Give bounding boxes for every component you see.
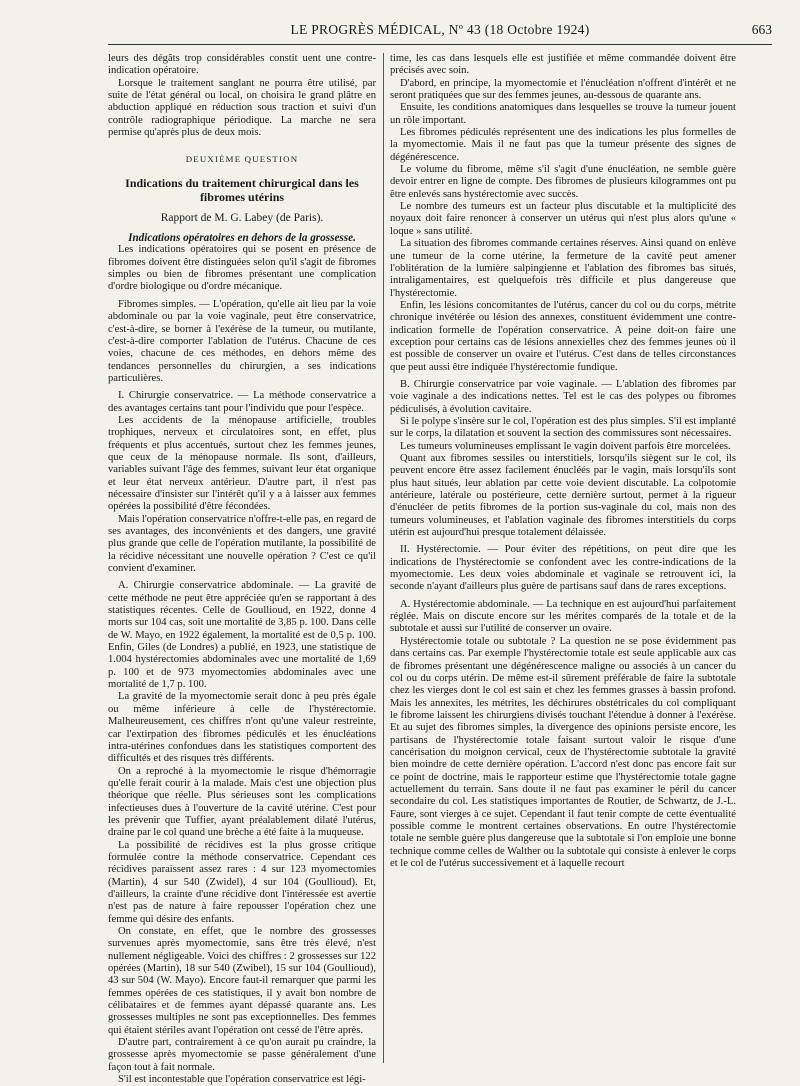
intro-paragraph: Lorsque le traitement sanglant ne pourra être utilisé, par suite de l'état général ou local, on choisira le grand plâtre en abduction appliqué en réduction sous traction et suivi d'un contrôle radiographique périodique. La marche ne sera permise qu'après plus de deux mois. (108, 77, 376, 139)
body-paragraph: Si le polype s'insère sur le col, l'opération est des plus simples. S'il est implanté sur le corps, la dilatation et souvent la section des commissures sont nécessaires. (390, 415, 736, 440)
body-paragraph: B. Chirurgie conservatrice par voie vaginale. — L'ablation des fibromes par voie vaginale a des indications nettes. Tel est le cas des polypes ou fibromes pédiculisés, à évolution cavitaire. (390, 378, 736, 415)
body-paragraph: La gravité de la myomectomie serait donc à peu près égale ou même inférieure à celle de l'hystérectomie. Malheureusement, ces chiffres n'ont qu'une valeur restreinte, car l'extirpation des fibromes pédiculés et les énucléations intra-utérines confondues dans les statistiques comportent des difficultés et des risques très différents. (108, 691, 376, 765)
body-paragraph: On a reproché à la myomectomie le risque d'hémorragie qu'elle ferait courir à la malade. Mais c'est une objection plus théorique que réelle. Plus sérieuses sont les complications infectieuses dues à l'ouverture de la cavité utérine. C'est pour les prévenir que Tuffier, ayant préalablement dilaté l'utérus, draine par le col quand une brèche a été faite à la muqueuse. (108, 765, 376, 839)
body-paragraph: Le volume du fibrome, même s'il s'agit d'une énucléation, ne semble guère devoir entrer en ligne de compte. Des fibromes de plusieurs kilogrammes ont pu être enlevés sans hystérectomie avec succès. (390, 164, 736, 200)
report-author: Rapport de M. G. Labey (de Paris). (160, 211, 324, 224)
right-column (390, 53, 736, 1068)
body-paragraph: Les indications opératoires qui se posent en présence de fibromes doivent être distinguées selon qu'il s'agit de fibromes simples ou bien de fibromes présentant une complication d'ordre biologique ou d'ordre mécanique. (108, 244, 376, 293)
body-paragraph: La possibilité de récidives est la plus grosse critique formulée contre la méthode conservatrice. Cependant ces récidives paraissent assez rares : 4 sur 123 myomectomies (Martin), 4 sur 540 (Zwidel), 4 sur 104 (Goullioud). Et, d'ailleurs, la crainte d'une récidive dont l'intéressée est avertie n'est pas de nature à faire repousser l'opération chez une femme qui désire des enfants. (108, 839, 376, 925)
column-divider (383, 53, 384, 1063)
journal-title: LE PROGRÈS MÉDICAL, Nº 43 (18 Octobre 1924) (290, 22, 590, 37)
page-number: 663 (751, 22, 772, 37)
question-heading: DEUXIÈME QUESTION (185, 154, 299, 165)
section-title: Indications du traitement chirurgical dans les fibromes utérins (125, 175, 359, 204)
body-paragraph: A. Hystérectomie abdominale. — La technique en est aujourd'hui parfaitement réglée. Mais on discute encore sur les mérites comparés de la totale et de la subtotale et aussi sur l'utilité de conserver un ovaire. (390, 598, 736, 635)
body-paragraph: Ensuite, les conditions anatomiques dans lesquelles se trouve la tumeur jouent un rôle important. (390, 102, 736, 126)
body-paragraph: Enfin, les lésions concomitantes de l'utérus, cancer du col ou du corps, métrite chronique invétérée ou lésion des annexes, constituent évidemment une contre-indication formelle de l'opération conservatrice. A peine doit-on faire une exception pour certains cas de lésions annexielles chez des femmes jeunes où il est possible de conserver un ovaire et l'utérus. C'est dans de telles circonstances que peut aussi être indiquée l'hystérectomie fundique. (390, 299, 736, 373)
body-paragraph: Hystérectomie totale ou subtotale ? La question ne se pose évidemment pas dans certains cas. Par exemple l'hystérectomie totale est seule applicable aux cas de fibromes présentant une dégénérescence maligne ou associés à un cancer du col ou du corps utérin. De même est-il sûrement préférable de faire la subtotale chez les vierges dont le col est sain et chez les femmes grasses à bassin profond. Mais les annexites, les métrites, les déchirures obstétricales du col compliquant le fibrome laissent les chirurgiens divisés touchant l'étendue à donner à l'exérèse. Et au sujet des fibromes simples, la divergence des opinions persiste encore, les partisans de l'hystérectomie totale faisant surtout valoir le risque d'une cancérisation du moignon cervical, ceux de l'hystérectomie subtotale la gravité bien moindre de cette dernière opération. L'accord n'est donc pas encore fait sur ce point de doctrine, mais le rapporteur estime que l'hystérectomie totale gagne actuellement du terrain. Sans doute il ne faut pas examiner le péril du cancer secondaire du col. Les statistiques importantes de Routier, de Schwartz, de J.-L. Faure, sont vierges à ce sujet. Cependant il faut tenir compte de cette éventualité possible comme le montrent certaines observations. En outre l'hystérectomie totale ne semble guère plus dangereuse que la subtotale si l'on emploie une bonne technique comme celles de Walther ou la subtotale qui consiste à enlever le corps et le col de l'utérus successivement et à laquelle recourt (390, 635, 736, 869)
body-paragraph: Les fibromes pédiculés représentent une des indications les plus formelles de la myomectomie. Mais il ne faut pas que la tumeur présente des signes de dégénérescence. (390, 127, 736, 163)
left-column (108, 53, 376, 1086)
body-paragraph: D'abord, en principe, la myomectomie et l'énucléation n'offrent d'intérêt et ne seront pratiquées que sur des femmes jeunes, au-dessous de quarante ans. (390, 77, 736, 102)
page-header (108, 22, 772, 45)
body-paragraph: D'autre part, contrairement à ce qu'on aurait pu craindre, la grossesse après myomectomie se passe généralement d'une façon tout à fait normale. (108, 1037, 376, 1073)
body-paragraph: S'il est incontestable que l'opération conservatrice est légi- (118, 1074, 366, 1086)
body-paragraph: II. Hystérectomie. — Pour éviter des répétitions, on peut dire que les indications de l'hystérectomie se confondent avec les contre-indications de la myomectomie. Les deux voies abdominale et vaginale se retrouvent ici, la seconde n'ayant d'ailleurs plus guère de partisans sauf dans de rares exceptions. (390, 544, 736, 593)
body-paragraph: On constate, en effet, que le nombre des grossesses survenues après myomectomie, sans être très élevé, n'est nullement négligeable. Voici des chiffres : 2 grossesses sur 122 opérées (Martin), 18 sur 540 (Zwibel), 15 sur 104 (Goullioud), 43 sur 504 (W. Mayo). Encore faut-il remarquer que parmi les femmes opérées de ces statistiques, il y avait bon nombre de célibataires et de femmes ayant dépassé quarante ans. Les grossesses multiples ne sont pas exceptionnelles. Des femmes qui étaient stériles avant l'opération ont cessé de l'être après. (108, 926, 376, 1036)
body-paragraph: Fibromes simples. — L'opération, qu'elle ait lieu par la voie abdominale ou par la voie vaginale, peut être conservatrice, c'est-à-dire, se borner à l'exérèse de la tumeur, ou mutilante, c'est-à-dire comporter l'ablation de l'utérus. Chacune de ces voies, chacune de ces méthodes, en dehors même des tendances personnelles du chirurgien, a ses indications particulières. (108, 298, 376, 384)
body-paragraph: La situation des fibromes commande certaines réserves. Ainsi quand on enlève une tumeur de la corne utérine, la fermeture de la cavité peut amener l'oblitération de la lumière salpingienne et l'ablation des fibromes bas situés, intraligamentaires, est quelquefois très difficile et plus dangereuse que l'hystérectomie. (390, 238, 736, 299)
body-paragraph: time, les cas dans lesquels elle est justifiée et même commandée doivent être précisés avec soin. (390, 53, 736, 77)
body-paragraph: Les accidents de la ménopause artificielle, troubles trophiques, nerveux et circulatoires sont, en effet, plus fréquents et plus accentués, surtout chez les femmes jeunes, que ceux de la ménopause normale. Ils sont, d'ailleurs, variables suivant l'âge des femmes, suivant leur état organique et leur état nerveux antérieur. D'autre part, il n'est pas nécessaire d'insister sur l'intérêt qu'il y a à laisser aux femmes opérées la possibilité d'être fécondées. (108, 414, 376, 513)
body-paragraph: A. Chirurgie conservatrice abdominale. — La gravité de cette méthode ne peut être appréciée qu'en se rapportant à des statistiques récentes. Celle de Goullioud, en 1922, donne 4 morts sur 104 cas, soit une mortalité de 3,85 p. 100. Dans celle de W. Mayo, en 1922 également, la mortalité est de 0,5 p. 100. Enfin, Giles (de Londres) a publié, en 1923, une statistique de 1.004 hystérectomies abdominales avec une mortalité de 1,69 p. 100 et de 973 myomectomies abdominales avec une mortalité de 1,7 p. 100. (108, 580, 376, 691)
body-paragraph: Quant aux fibromes sessiles ou interstitiels, lorsqu'ils siègent sur le col, ils peuvent encore être assez facilement énucléés par le vagin, mais lorsqu'ils sont plus haut situés, leur ablation par cette voie devient discutable. La colpotomie antérieure, latérale ou postérieure, cette dernière surtout, permet à la rigueur d'énucléer de petits fibromes de la portion sus-vaginale du col, mais non des tumeurs volumineuses, et l'ablation vaginale des fibromes interstitiels du corps utérin est aujourd'hui presque totalement délaissée. (390, 453, 736, 539)
body-paragraph: I. Chirurgie conservatrice. — La méthode conservatrice a des avantages certains tant pour l'individu que pour l'espèce. (108, 390, 376, 414)
subheading: Indications opératoires en dehors de la grossesse. (128, 232, 356, 245)
intro-paragraph: leurs des dégâts trop considérables constit uent une contre-indication opératoire. (108, 53, 376, 77)
body-paragraph: Les tumeurs volumineuses emplissant le vagin doivent parfois être morcelées. (400, 440, 731, 452)
body-paragraph: Mais l'opération conservatrice n'offre-t-elle pas, en regard de ses avantages, des inconvénients et des dangers, une gravité plus grande que celle de l'opération mutilante, la possibilité de la récidive nécessitant une nouvelle opération ? C'est ce qu'il convient d'examiner. (108, 513, 376, 575)
body-paragraph: Le nombre des tumeurs est un facteur plus discutable et la multiplicité des noyaux doit faire renoncer à conserver un utérus qui n'est plus alors qu'une « loque » sans utilité. (390, 201, 736, 237)
